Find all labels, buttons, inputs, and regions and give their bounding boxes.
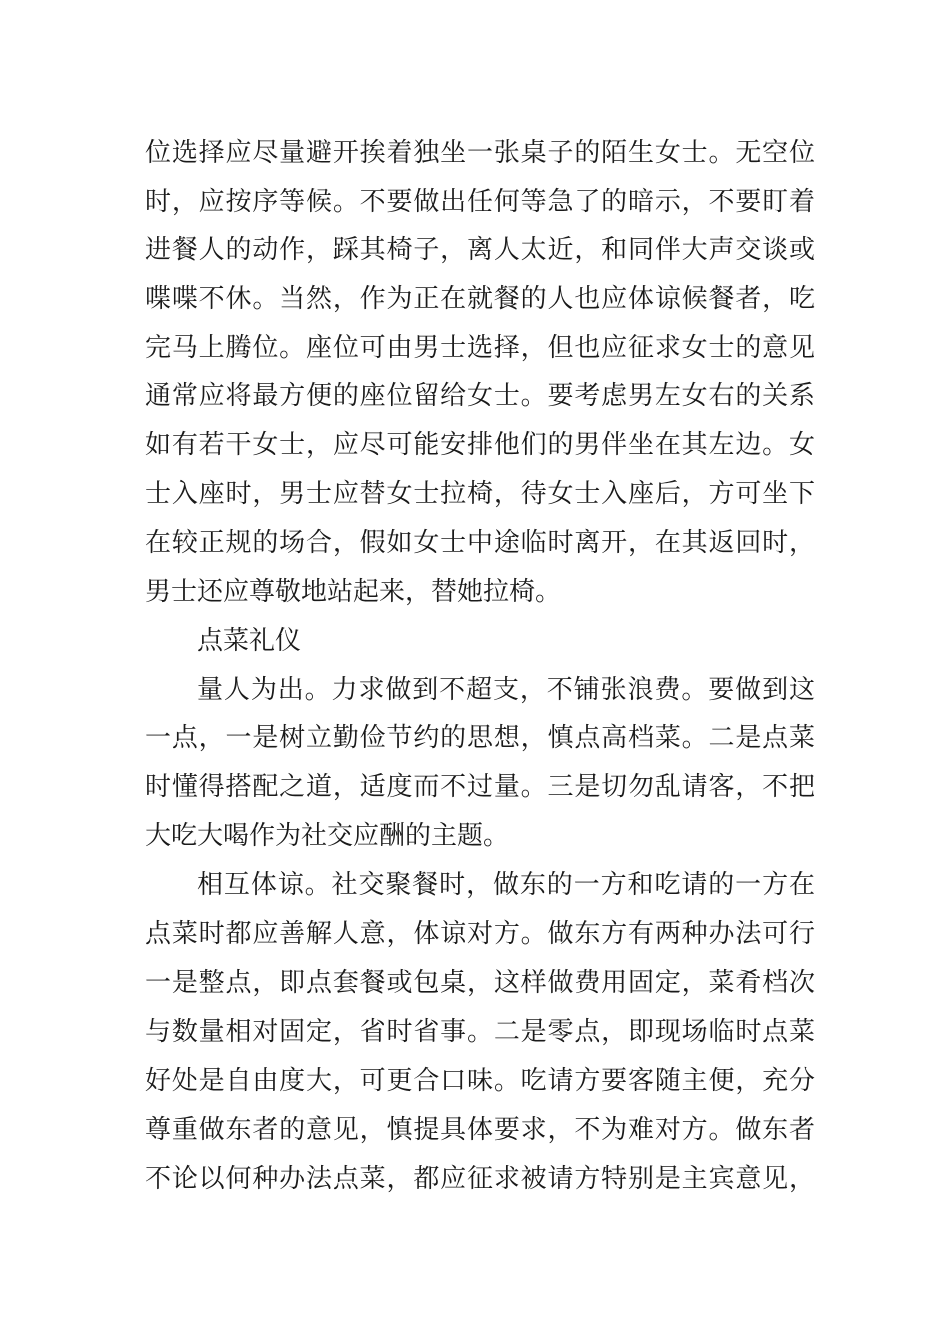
text-line: 位选择应尽量避开挨着独坐一张桌子的陌生女士。无空位	[145, 138, 815, 168]
text-line: 好处是自由度大，可更合口味。吃请方要客随主便，充分	[145, 1066, 815, 1096]
text-line: 时懂得搭配之道，适度而不过量。三是切勿乱请客，不把	[145, 772, 815, 802]
paragraph-first-line: 量人为出。力求做到不超支，不铺张浪费。要做到这	[197, 675, 815, 705]
text-line: 在较正规的场合，假如女士中途临时离开，在其返回时，	[145, 528, 815, 558]
text-line: 通常应将最方便的座位留给女士。要考虑男左女右的关系	[145, 381, 815, 411]
text-line: 大吃大喝作为社交应酬的主题。	[145, 821, 510, 851]
paragraph-first-line: 相互体谅。社交聚餐时，做东的一方和吃请的一方在	[197, 870, 815, 900]
text-line: 完马上腾位。座位可由男士选择，但也应征求女士的意见	[145, 333, 815, 363]
text-line: 一是整点，即点套餐或包桌，这样做费用固定，菜肴档次	[145, 968, 815, 998]
section-heading: 点菜礼仪	[197, 626, 302, 656]
text-line: 一点，一是树立勤俭节约的思想，慎点高档菜。二是点菜	[145, 723, 815, 753]
text-line: 男士还应尊敬地站起来，替她拉椅。	[145, 577, 562, 607]
text-line: 时，应按序等候。不要做出任何等急了的暗示，不要盯着	[145, 187, 815, 217]
text-line: 喋喋不休。当然，作为正在就餐的人也应体谅候餐者，吃	[145, 284, 815, 314]
text-line: 点菜时都应善解人意，体谅对方。做东方有两种办法可行	[145, 919, 815, 949]
text-line: 如有若干女士，应尽可能安排他们的男伴坐在其左边。女	[145, 430, 815, 460]
text-line: 与数量相对固定，省时省事。二是零点，即现场临时点菜	[145, 1017, 815, 1047]
text-line: 士入座时，男士应替女士拉椅，待女士入座后，方可坐下	[145, 479, 815, 509]
text-line: 进餐人的动作，踩其椅子，离人太近，和同伴大声交谈或	[145, 235, 815, 265]
text-line: 不论以何种办法点菜，都应征求被请方特别是主宾意见，	[145, 1164, 815, 1194]
text-line: 尊重做东者的意见，慎提具体要求，不为难对方。做东者	[145, 1115, 815, 1145]
